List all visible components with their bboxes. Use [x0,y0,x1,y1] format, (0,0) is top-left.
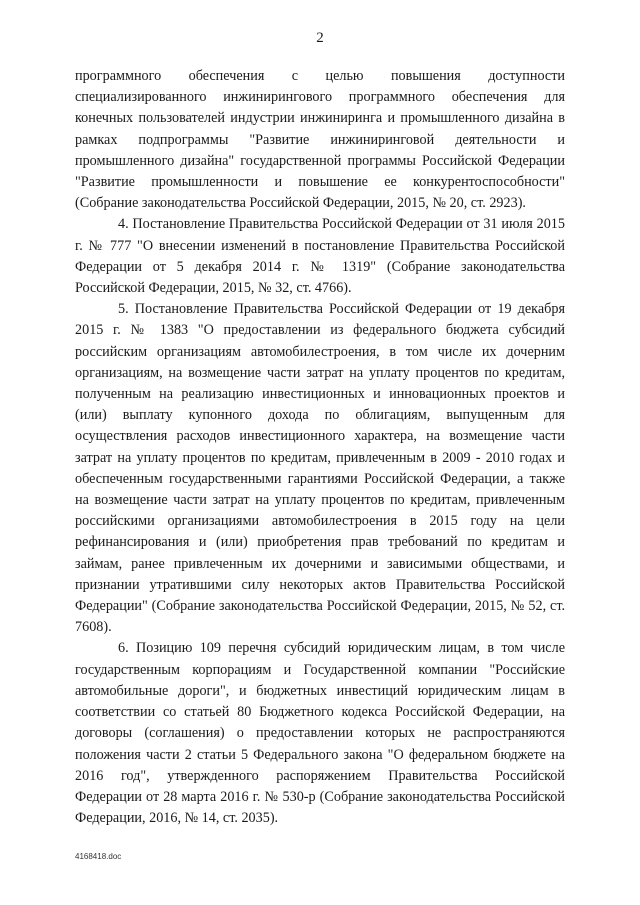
file-name-footer: 4168418.doc [75,852,122,861]
paragraph-continuation: программного обеспечения с целью повышения доступности специализированного инжинирингового программного обеспечения для конечных пользователей индустрии инжиниринга и промышленного дизайна в рамках подпрограммы "Развитие инжиниринговой деятельности и промышленного дизайна" государственной программы Российской Федерации "Развитие промышленности и повышение ее конкурентоспособности" (Собрание законодательства Российской Федерации, 2015, № 20, ст. 2923). [75,68,565,212]
paragraph-item-6: 6. Позицию 109 перечня субсидий юридическим лицам, в том числе государственным корпорациям и Государственной компании "Российские автомобильные дороги", и бюджетных инвестиций юридическим лицам в соответствии со статьей 80 Бюджетного кодекса Российской Федерации, на договоры (соглашения) о предоставлении которых не распространяются положения части 2 статьи 5 Федерального закона "О федеральном бюджете на 2016 год", утвержденного распоряжением Правительства Российской Федерации от 28 марта 2016 г. № 530-р (Собрание законодательства Российской Федерации, 2016, № 14, ст. 2035). [75,640,565,827]
document-body [75,66,565,829]
page-number: 2 [316,30,324,46]
paragraph-item-5: 5. Постановление Правительства Российской Федерации от 19 декабря 2015 г. № 1383 "О предоставлении из федерального бюджета субсидий российским организациям автомобилестроения, в том числе их дочерним организациям, на возмещение части затрат на уплату процентов по кредитам, полученным на реализацию инвестиционных и инновационных проектов и (или) выплату купонного дохода по облигациям, выпущенным для осуществления расходов инвестиционного характера, на возмещение части затрат на уплату процентов по кредитам, привлеченным в 2009 - 2010 годах и обеспеченным государственными гарантиями Российской Федерации, а также на возмещение части затрат на уплату процентов по кредитам, привлеченным российскими организациями автомобилестроения в 2015 году на цели рефинансирования и (или) приобретения прав требований по кредитам и займам, ранее привлеченным их дочерними и зависимыми обществами, и признании утратившими силу некоторых актов Правительства Российской Федерации" (Собрание законодательства Российской Федерации, 2015, № 52, ст. 7608). [75,301,565,636]
paragraph-item-4: 4. Постановление Правительства Российской Федерации от 31 июля 2015 г. № 777 "О внесении изменений в постановление Правительства Российской Федерации от 5 декабря 2014 г. № 1319" (Собрание законодательства Российской Федерации, 2015, № 32, ст. 4766). [75,216,565,297]
